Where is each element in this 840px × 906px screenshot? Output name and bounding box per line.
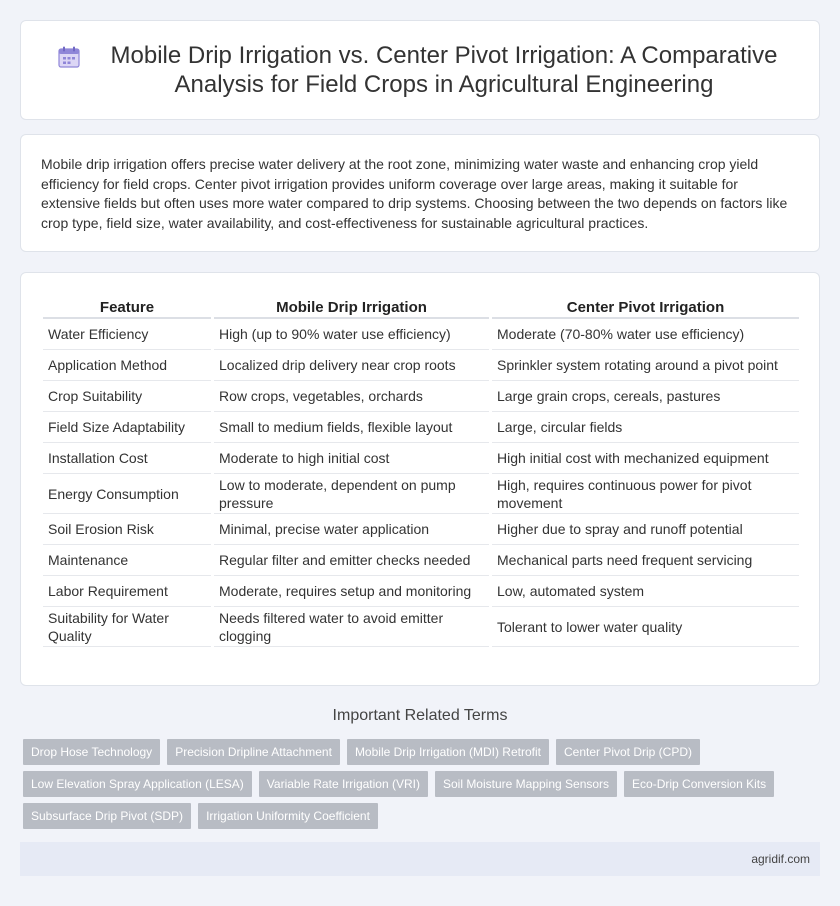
related-term-tag[interactable]: Center Pivot Drip (CPD) bbox=[556, 739, 700, 765]
feature-cell: Labor Requirement bbox=[43, 576, 211, 607]
drip-cell: Small to medium fields, flexible layout bbox=[214, 412, 489, 443]
table-row bbox=[43, 576, 799, 607]
calendar-icon bbox=[56, 44, 82, 70]
pivot-cell: Higher due to spray and runoff potential bbox=[492, 514, 799, 545]
column-header: Center Pivot Irrigation bbox=[492, 295, 799, 319]
feature-cell: Water Efficiency bbox=[43, 319, 211, 350]
pivot-cell: Low, automated system bbox=[492, 576, 799, 607]
feature-cell: Application Method bbox=[43, 350, 211, 381]
table-row bbox=[43, 381, 799, 412]
pivot-cell: Large grain crops, cereals, pastures bbox=[492, 381, 799, 412]
related-term-tag[interactable]: Variable Rate Irrigation (VRI) bbox=[259, 771, 428, 797]
drip-cell: Minimal, precise water application bbox=[214, 514, 489, 545]
drip-cell: High (up to 90% water use efficiency) bbox=[214, 319, 489, 350]
pivot-cell: Large, circular fields bbox=[492, 412, 799, 443]
drip-cell: Regular filter and emitter checks needed bbox=[214, 545, 489, 576]
drip-cell: Row crops, vegetables, orchards bbox=[214, 381, 489, 412]
table-row bbox=[43, 474, 799, 514]
drip-cell: Needs filtered water to avoid emitter clogging bbox=[214, 607, 489, 647]
related-term-tag[interactable]: Low Elevation Spray Application (LESA) bbox=[23, 771, 252, 797]
related-terms-list bbox=[23, 739, 823, 835]
intro-card bbox=[20, 134, 820, 252]
table-row bbox=[43, 514, 799, 545]
related-term-tag[interactable]: Eco-Drip Conversion Kits bbox=[624, 771, 774, 797]
table-row bbox=[43, 545, 799, 576]
feature-cell: Installation Cost bbox=[43, 443, 211, 474]
pivot-cell: Sprinkler system rotating around a pivot point bbox=[492, 350, 799, 381]
footer bbox=[20, 842, 820, 876]
table-row bbox=[43, 443, 799, 474]
related-terms-title: Important Related Terms bbox=[332, 707, 508, 724]
table-row bbox=[43, 350, 799, 381]
feature-cell: Field Size Adaptability bbox=[43, 412, 211, 443]
comparison-table bbox=[43, 295, 799, 647]
feature-cell: Maintenance bbox=[43, 545, 211, 576]
table-row bbox=[43, 412, 799, 443]
pivot-cell: High initial cost with mechanized equipment bbox=[492, 443, 799, 474]
pivot-cell: Moderate (70-80% water use efficiency) bbox=[492, 319, 799, 350]
drip-cell: Moderate, requires setup and monitoring bbox=[214, 576, 489, 607]
column-header: Mobile Drip Irrigation bbox=[214, 295, 489, 319]
pivot-cell: High, requires continuous power for pivot movement bbox=[492, 474, 799, 514]
feature-cell: Energy Consumption bbox=[43, 474, 211, 514]
pivot-cell: Tolerant to lower water quality bbox=[492, 607, 799, 647]
comparison-table-card bbox=[20, 272, 820, 686]
related-term-tag[interactable]: Mobile Drip Irrigation (MDI) Retrofit bbox=[347, 739, 549, 765]
feature-cell: Soil Erosion Risk bbox=[43, 514, 211, 545]
header-inner bbox=[56, 41, 784, 99]
intro-text: Mobile drip irrigation offers precise water delivery at the root zone, minimizing water waste and enhancing crop yield efficiency for field crops. Center pivot irrigation provides uniform coverage over large areas, making it suitable for extensive fields but often uses more water compared to drip systems. Choosing between the two depends on factors like crop type, field size, water availability, and cost-effectiveness for sustainable agricultural practices. bbox=[41, 156, 788, 231]
header-card bbox=[20, 20, 820, 120]
related-term-tag[interactable]: Soil Moisture Mapping Sensors bbox=[435, 771, 617, 797]
table-header-row bbox=[43, 295, 799, 319]
table-row bbox=[43, 319, 799, 350]
related-term-tag[interactable]: Precision Dripline Attachment bbox=[167, 739, 340, 765]
drip-cell: Moderate to high initial cost bbox=[214, 443, 489, 474]
page-title: Mobile Drip Irrigation vs. Center Pivot Irrigation: A Comparative Analysis for Field Crops in Agricultural Engineering bbox=[110, 42, 778, 98]
drip-cell: Localized drip delivery near crop roots bbox=[214, 350, 489, 381]
related-term-tag[interactable]: Drop Hose Technology bbox=[23, 739, 160, 765]
column-header: Feature bbox=[43, 295, 211, 319]
related-term-tag[interactable]: Irrigation Uniformity Coefficient bbox=[198, 803, 378, 829]
table-row bbox=[43, 607, 799, 647]
feature-cell: Crop Suitability bbox=[43, 381, 211, 412]
related-term-tag[interactable]: Subsurface Drip Pivot (SDP) bbox=[23, 803, 191, 829]
pivot-cell: Mechanical parts need frequent servicing bbox=[492, 545, 799, 576]
footer-site-link[interactable]: agridif.com bbox=[751, 852, 810, 866]
drip-cell: Low to moderate, dependent on pump pressure bbox=[214, 474, 489, 514]
feature-cell: Suitability for Water Quality bbox=[43, 607, 211, 647]
